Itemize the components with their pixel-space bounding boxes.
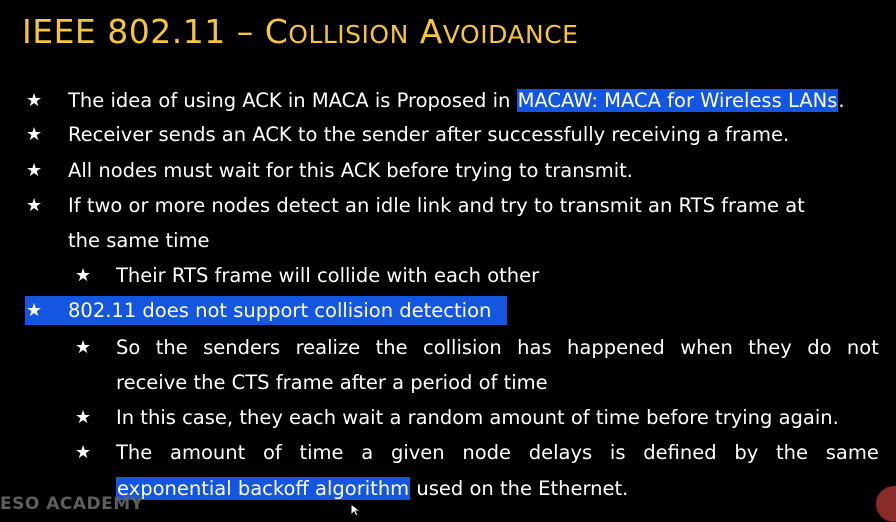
watermark: ESO ACADEMY (0, 494, 144, 514)
bullet-star-icon: ★ (26, 300, 43, 321)
bullet-receiver-ack: Receiver sends an ACK to the sender after successfully receiving a frame. (68, 123, 790, 146)
mouse-cursor-icon (350, 503, 360, 517)
sub-bullet-star-icon: ★ (75, 407, 92, 428)
sub-bullet-rts-collide: Their RTS frame will collide with each other (116, 264, 540, 287)
sub-bullet-random-wait: In this case, they each wait a random amount of time before trying again. (116, 406, 839, 429)
sub-bullet-realize-collision-line2: receive the CTS frame after a period of time (116, 371, 548, 394)
sub-bullet-star-icon: ★ (75, 442, 92, 463)
sub-bullet-delay-line1: The amount of time a given node delays is defined by the same (116, 441, 879, 464)
bullet-no-collision-detection: 802.11 does not support collision detection (68, 299, 492, 322)
sub-bullet-realize-collision-line1: So the senders realize the collision has happened when they do not (116, 336, 879, 359)
bullet-idle-link-line1: If two or more nodes detect an idle link and try to transmit an RTS frame at (68, 194, 805, 217)
bullet-wait-ack: All nodes must wait for this ACK before trying to transmit. (68, 159, 633, 182)
bullet-star-icon: ★ (26, 195, 43, 216)
bullet-star-icon: ★ (26, 90, 43, 111)
bullet-idle-link-line2: the same time (68, 229, 210, 252)
highlighted-text: MACAW: MACA for Wireless LANs (517, 89, 838, 112)
bullet-star-icon: ★ (26, 160, 43, 181)
bullet-star-icon: ★ (26, 124, 43, 145)
bullet-ack-idea: The idea of using ACK in MACA is Proposed in MACAW: MACA for Wireless LANs. (68, 89, 845, 112)
sub-bullet-delay-line2: exponential backoff algorithm used on the Ethernet. (117, 477, 629, 500)
slide-title: IEEE 802.11 – COLLISION AVOIDANCE (22, 12, 579, 51)
sub-bullet-star-icon: ★ (75, 265, 92, 286)
corner-logo-icon (876, 486, 896, 522)
highlighted-text: exponential backoff algorithm (117, 477, 410, 500)
sub-bullet-star-icon: ★ (75, 337, 92, 358)
